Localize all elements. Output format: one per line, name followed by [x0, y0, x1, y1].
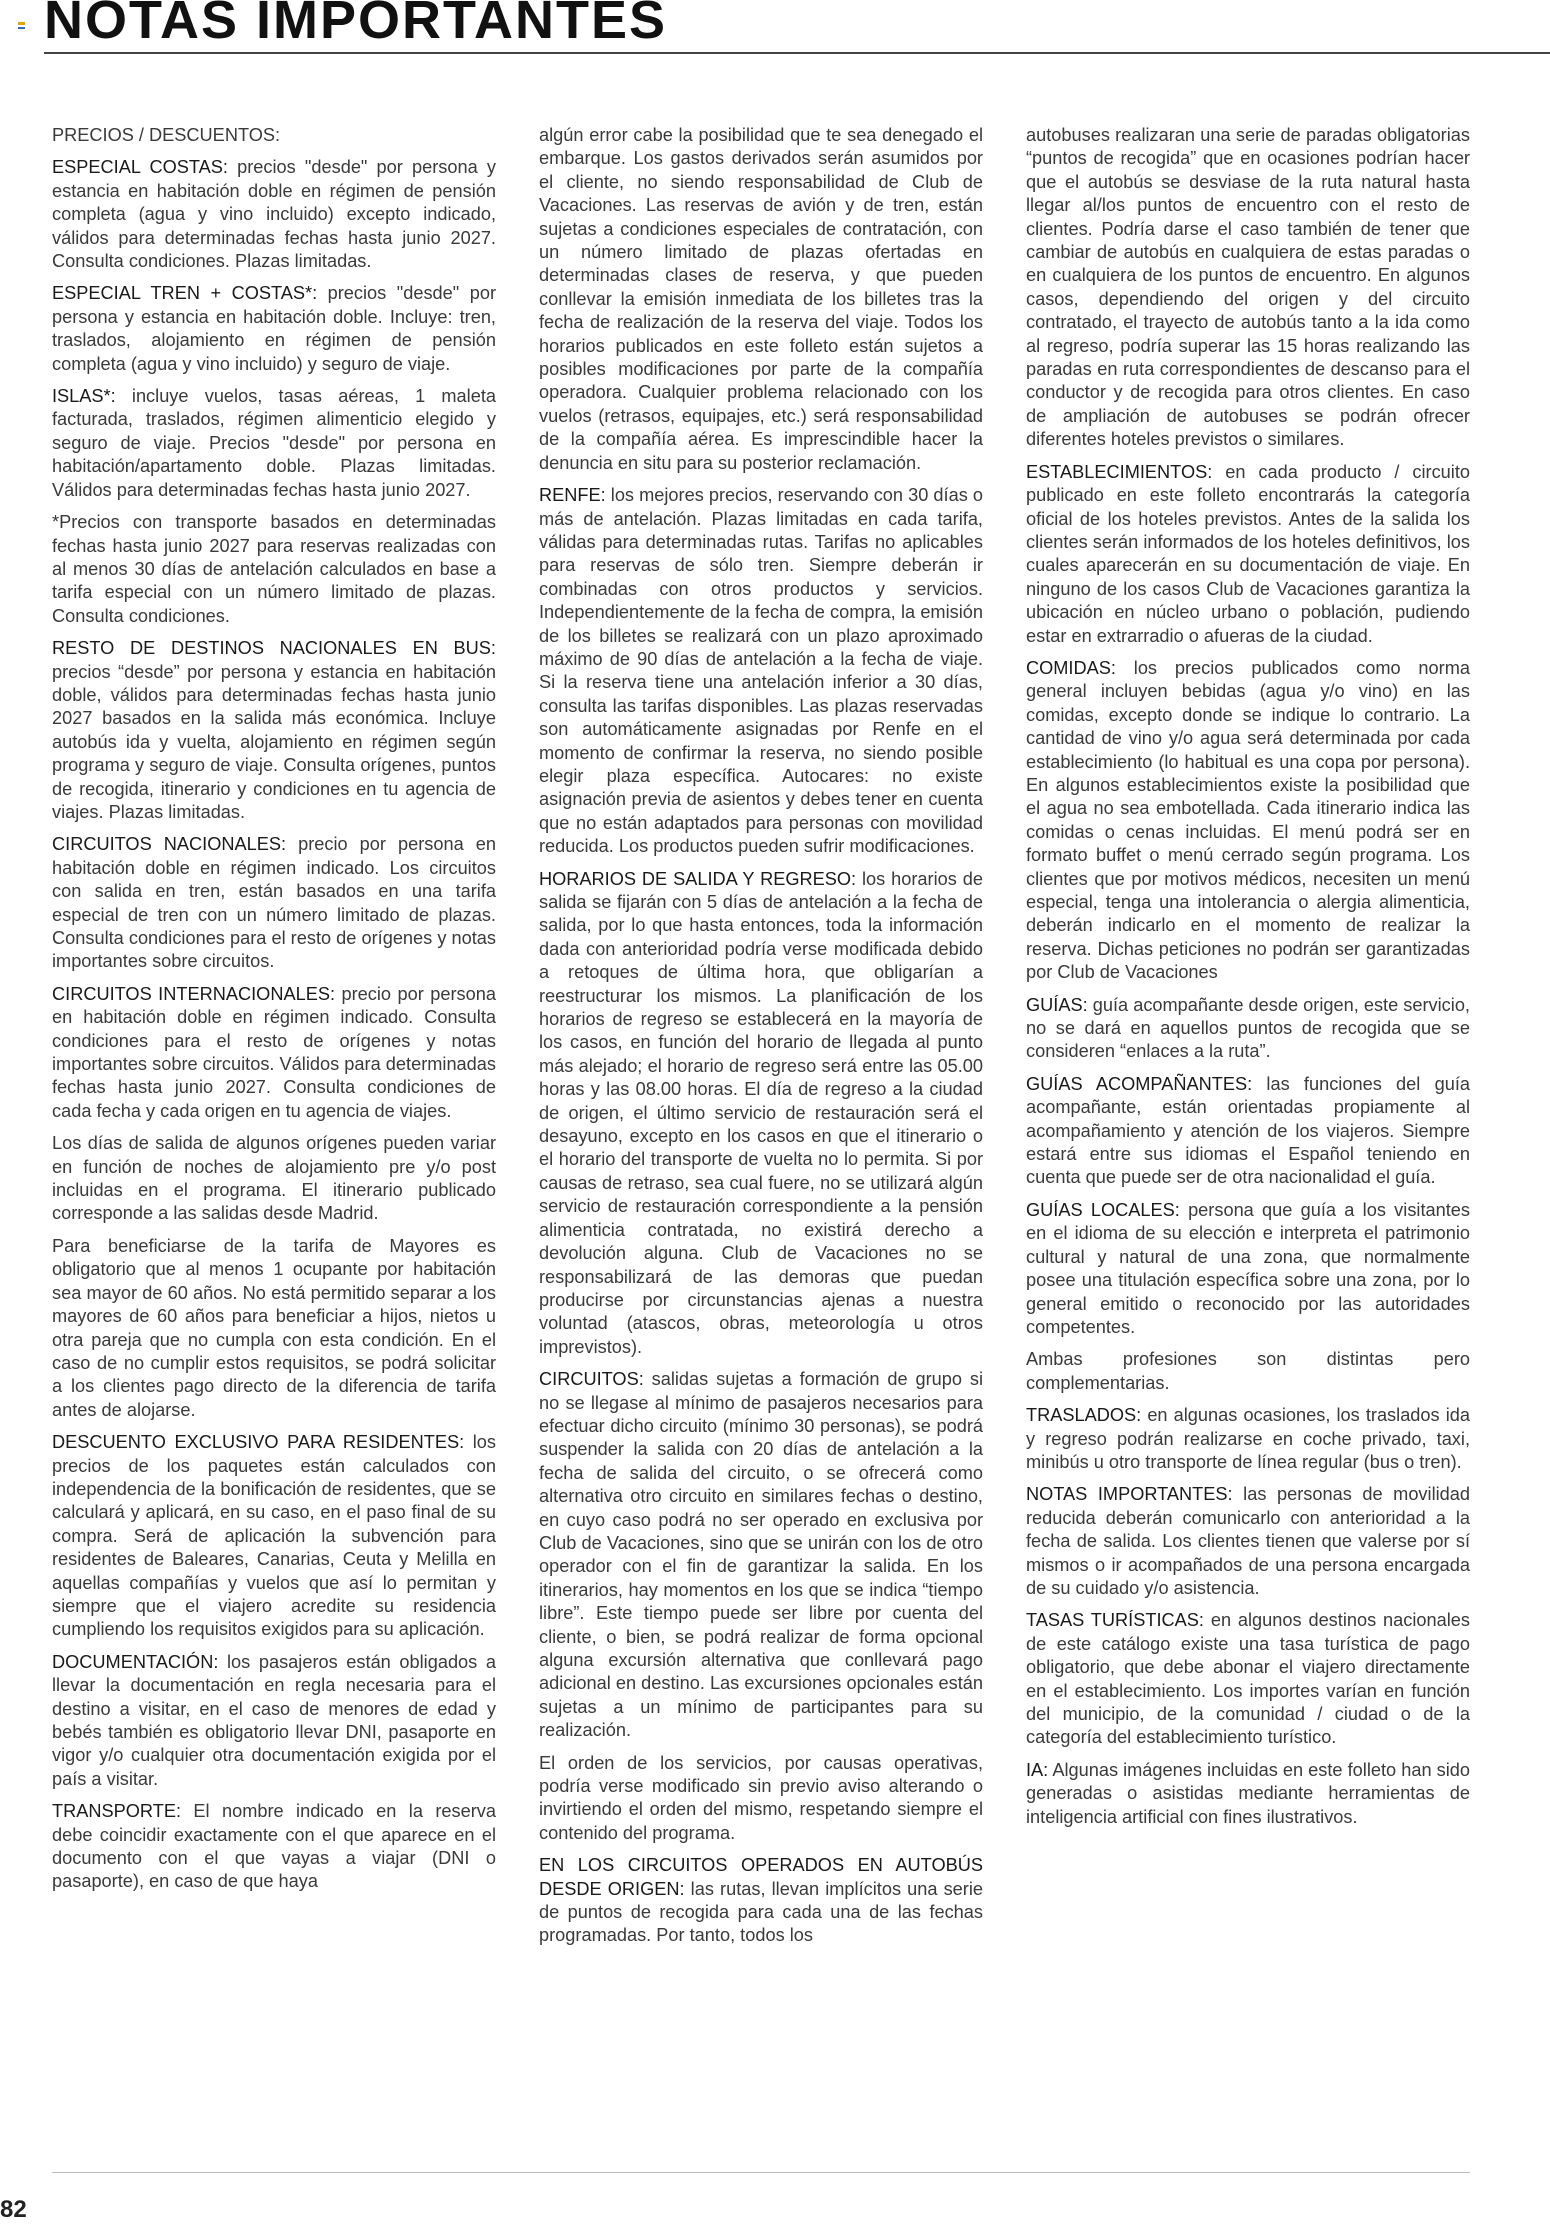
- note-heading: IA:: [1026, 1759, 1049, 1780]
- note-paragraph: [52, 1235, 496, 1422]
- note-text: Algunas imágenes incluidas en este folleto han sido generadas o asistidas mediante herramientas de inteligencia artificial con fines ilustrativos.: [1026, 1759, 1470, 1827]
- note-heading: GUÍAS:: [1026, 994, 1088, 1015]
- note-text: El orden de los servicios, por causas operativas, podría verse modificado sin previo aviso alterando o invirtiendo el orden del mismo, respetando siempre el contenido del programa.: [539, 1752, 983, 1843]
- note-heading: GUÍAS ACOMPAÑANTES:: [1026, 1073, 1253, 1094]
- note-heading: GUÍAS LOCALES:: [1026, 1199, 1180, 1220]
- note-paragraph: [52, 1651, 496, 1791]
- note-text: algún error cabe la posibilidad que te sea denegado el embarque. Los gastos derivados serán asumidos por el cliente, no siendo responsabilidad de Club de Vacaciones. Las reservas de avión y de tren, están sujetas a condiciones especiales de contratación, con un número limitado de plazas ofertadas en determinadas clases de reserva, y que pueden conllevar la emisión inmediata de los billetes tras la fecha de realización de la reserva del viaje. Todos los horarios publicados en este folleto están sujetos a posibles modificaciones por parte de la compañía operadora. Cualquier problema relacionado con los vuelos (retrasos, equipajes, etc.) será responsabilidad de la compañía aérea. Es imprescindible hacer la denuncia en situ para su posterior reclamación.: [539, 125, 983, 473]
- note-heading: COMIDAS:: [1026, 657, 1116, 678]
- note-text: persona que guía a los visitantes en el idioma de su elección e interpreta el patrimonio cultural y natural de una zona, que normalmente posee una titulación específica sobre una zona, por lo general emitido o reconocido por las autoridades competentes.: [1026, 1199, 1470, 1337]
- note-paragraph: [52, 511, 496, 628]
- note-text: las funciones del guía acompañante, están orientadas propiamente al acompañamiento y atención de los viajeros. Siempre estará entre sus idiomas el Español teniendo en cuenta que puede ser de otra nacionalidad el guía.: [1026, 1073, 1470, 1188]
- notes-body: [52, 124, 1470, 2144]
- note-paragraph: [52, 1431, 496, 1642]
- note-heading: TRANSPORTE:: [52, 1801, 182, 1822]
- note-text: salidas sujetas a formación de grupo si no se llegase al mínimo de pasajeros necesarios para efectuar dicho circuito (mínimo 30 personas), se podrá suspender la salida con 20 días de antelación a la fecha de salida del circuito, o se ofrecerá como alternativa otro circuito en similares fechas o destino, en cuyo caso podrá no ser operado en exclusiva por Club de Vacaciones, sino que se unirán con los de otro operador con el fin de garantizar la salida. En los itinerarios, hay momentos en los que se indica “tiempo libre”. Este tiempo puede ser libre por cuenta del cliente, o bien, se podrá realizar de forma opcional alguna excursión alternativa que conllevará pago adicional en destino. Las excursiones opcionales están sujetas a un mínimo de participantes para su realización.: [539, 1369, 983, 1741]
- note-text: las personas de movilidad reducida deberán comunicarlo con anterioridad a la fecha de salida. Los clientes tienen que valerse por sí mismos o ir acompañados de una persona encargada de su cuidado y/o asistencia.: [1026, 1484, 1470, 1598]
- note-text: las rutas, llevan implícitos una serie de puntos de recogida para cada una de las fechas programadas. Por tanto, todos los: [539, 1878, 984, 1946]
- note-paragraph: [539, 1752, 983, 1846]
- note-paragraph: [539, 1854, 983, 1948]
- note-text: El nombre indicado en la reserva debe coincidir exactamente con el que aparece en el documento con el que vayas a viajar (DNI o pasaporte), en caso de que haya: [52, 1801, 496, 1892]
- note-paragraph: [52, 983, 496, 1123]
- note-text: PRECIOS / DESCUENTOS:: [52, 125, 281, 145]
- note-text: *Precios con transporte basados en determinadas fechas hasta junio 2027 para reservas realizadas con al menos 30 días de antelación calculados en base a tarifa especial con un número limitado de plazas. Consulta condiciones.: [52, 512, 496, 626]
- note-text: Los días de salida de algunos orígenes pueden variar en función de noches de alojamiento pre y/o post incluidas en el programa. El itinerario publicado corresponde a las salidas desde Madrid.: [52, 1133, 496, 1224]
- note-heading: TRASLADOS:: [1026, 1405, 1142, 1426]
- note-heading: DESCUENTO EXCLUSIVO PARA RESIDENTES:: [52, 1432, 465, 1453]
- note-paragraph: [1026, 657, 1470, 985]
- text-column-1: [52, 124, 496, 2144]
- note-paragraph: [1026, 1348, 1470, 1395]
- note-text: los precios de los paquetes están calculados con independencia de la bonificación de residentes, que se calculará y aplicará, en su caso, en el paso final de su compra. Será de aplicación la subvención para residentes de Baleares, Canarias, Ceuta y Melilla en aquellas compañías y vuelos que así lo permitan y siempre que el viajero acredite su residencia cumpliendo los requisitos exigidos para su aplicación.: [52, 1432, 496, 1640]
- note-paragraph: [539, 124, 983, 475]
- note-text: incluye vuelos, tasas aéreas, 1 maleta facturada, traslados, régimen alimenticio elegido y seguro de viaje. Precios "desde" por persona en habitación/apartamento doble. Plazas limitadas. Válidos para determinadas fechas hasta junio 2027.: [52, 386, 496, 500]
- section-marker-stripe: [18, 27, 25, 29]
- note-paragraph: [539, 1368, 983, 1743]
- note-text: guía acompañante desde origen, este servicio, no se dará en aquellos puntos de recogida que se consideren “enlaces a la ruta”.: [1026, 994, 1470, 1062]
- note-text: precios "desde" por persona y estancia en habitación doble en régimen de pensión completa (agua y vino incluido) excepto indicado, válidos para determinadas fechas hasta junio 2027. Consulta condiciones. Plazas limitadas.: [52, 157, 497, 272]
- note-paragraph: [1026, 461, 1470, 648]
- note-paragraph: [52, 1800, 496, 1894]
- note-text: los mejores precios, reservando con 30 días o más de antelación. Plazas limitadas en cada tarifa, válidas para determinadas rutas. Tarifas no aplicables para reservas de sólo tren. Siempre deberán ir combinadas con otros productos y servicios. Independientemente de la fecha de compra, la emisión de los billetes se realizará con un plazo aproximado máximo de 90 días de antelación a la fecha de viaje. Si la reserva tiene una antelación inferior a 30 días, consulta las tarifas disponibles. Las plazas reservadas son automáticamente asignadas por Renfe en el momento de confirmar la reserva, no siendo posible elegir plaza específica. Autocares: no existe asignación previa de asientos y debes tener en cuenta que no están adaptados para personas con movilidad reducida. Los productos pueden sufrir modificaciones.: [539, 485, 983, 857]
- note-paragraph: [1026, 1483, 1470, 1600]
- note-heading: ISLAS*:: [52, 386, 116, 407]
- page-number: 82: [0, 2196, 27, 2223]
- note-text: Para beneficiarse de la tarifa de Mayores es obligatorio que al menos 1 ocupante por habitación sea mayor de 60 años. No está permitido separar a los mayores de 60 años para beneficiar a hijos, nietos u otra pareja que no cumpla con esta condición. En el caso de no cumplir estos requisitos, se podrá solicitar a los clientes pago directo de la diferencia de tarifa antes de alojarse.: [52, 1235, 496, 1420]
- header-divider: [44, 52, 1550, 54]
- note-paragraph: [539, 868, 983, 1360]
- note-paragraph: [1026, 1073, 1470, 1190]
- page-title: NOTAS IMPORTANTES: [44, 0, 667, 50]
- note-text: en algunos destinos nacionales de este catálogo existe una tasa turística de pago obligatorio, que debe abonar el viajero directamente en el establecimiento. Los importes varían en función del municipio, de la comunidad / ciudad o de la categoría del establecimiento turístico.: [1026, 1610, 1470, 1748]
- note-heading: CIRCUITOS INTERNACIONALES:: [52, 983, 336, 1004]
- note-heading: ESPECIAL TREN + COSTAS*:: [52, 283, 318, 304]
- note-paragraph: [52, 1132, 496, 1226]
- note-paragraph: [1026, 1609, 1470, 1749]
- note-heading: TASAS TURÍSTICAS:: [1026, 1610, 1204, 1631]
- note-heading: ESPECIAL COSTAS:: [52, 157, 228, 178]
- note-heading: NOTAS IMPORTANTES:: [1026, 1484, 1233, 1505]
- note-text: los precios publicados como norma general incluyen bebidas (agua y/o vino) en las comidas, excepto donde se indique lo contrario. La cantidad de vino y/o agua será determinada por cada establecimiento (lo habitual es una copa por persona). En algunos establecimientos existe la posibilidad que el agua no sea embotellada. Cada itinerario indica las comidas o cenas incluidas. El menú podrá ser en formato buffet o menú cerrado según programa. Los clientes que por motivos médicos, necesiten un menú especial, tenga una intolerancia o alergia alimenticia, deberán indicarlo en el momento de realizar la reserva. Dichas peticiones no podrán ser garantizadas por Club de Vacaciones: [1026, 657, 1470, 983]
- note-paragraph: [52, 156, 496, 273]
- note-text: precio por persona en habitación doble en régimen indicado. Consulta condiciones para el resto de orígenes y notas importantes sobre circuitos. Válidos para determinadas fechas hasta junio 2027. Consulta condiciones de cada fecha y cada origen en tu agencia de viajes.: [52, 983, 496, 1121]
- note-paragraph: [52, 282, 496, 376]
- text-column-2: [539, 124, 983, 2144]
- note-heading: RENFE:: [539, 485, 606, 506]
- note-text: los pasajeros están obligados a llevar la documentación en regla necesaria para el destino a visitar, en el caso de menores de edad y bebés también es obligatorio llevar DNI, pasaporte en vigor y/o cualquier otra documentación exigida por el país a visitar.: [52, 1651, 496, 1789]
- note-paragraph: [52, 637, 496, 824]
- note-paragraph: [52, 124, 496, 147]
- note-paragraph: [539, 484, 983, 859]
- note-heading: DOCUMENTACIÓN:: [52, 1651, 219, 1672]
- section-marker-icon: [18, 22, 25, 25]
- note-paragraph: [1026, 1404, 1470, 1474]
- note-text: Ambas profesiones son distintas pero complementarias.: [1026, 1349, 1470, 1393]
- note-text: precios “desde” por persona y estancia en habitación doble, válidos para determinadas fechas hasta junio 2027 basados en la salida más económica. Incluye autobús ida y vuelta, alojamiento en régimen según programa y seguro de viaje. Consulta orígenes, puntos de recogida, itinerario y condiciones en tu agencia de viajes. Plazas limitadas.: [52, 661, 496, 822]
- note-paragraph: [52, 385, 496, 502]
- note-text: autobuses realizaran una serie de paradas obligatorias “puntos de recogida” que en ocasiones podrían hacer que el autobús se desviase de la ruta natural hasta llegar al/los puntos de encuentro con el resto de clientes. Podría darse el caso también de tener que cambiar de autobús en cualquiera de estas paradas o en cualquiera de los puntos de encuentro. En algunos casos, dependiendo del origen y del circuito contratado, el trayecto de autobús tanto a la ida como al regreso, podría superar las 15 horas realizando las paradas en ruta correspondientes de descanso para el conductor y de recogida para otros clientes. En caso de ampliación de autobuses se podrán ofrecer diferentes hoteles previstos o similares.: [1026, 125, 1470, 450]
- note-paragraph: [1026, 1199, 1470, 1339]
- note-text: precios "desde" por persona y estancia en habitación doble. Incluye: tren, traslados, alojamiento en régimen de pensión completa (agua y vino incluido) y seguro de viaje.: [52, 283, 497, 374]
- text-column-3: [1026, 124, 1470, 2144]
- note-heading: CIRCUITOS:: [539, 1369, 644, 1390]
- note-paragraph: [1026, 1759, 1470, 1829]
- note-paragraph: [52, 833, 496, 973]
- note-paragraph: [1026, 994, 1470, 1064]
- note-text: los horarios de salida se fijarán con 5 días de antelación a la fecha de salida, por lo que hasta entonces, toda la información dada con anterioridad podría verse modificada debido a retoques de última hora, que obligarían a reestructurar los mismos. La planificación de los horarios de regreso se establecerá en la mayoría de los casos, en función del horario de llegada al punto más alejado; el horario de regreso será entre las 05.00 horas y las 08.00 horas. El día de regreso a la ciudad de origen, el último servicio de restauración será el desayuno, excepto en los casos en que el itinerario o el horario del transporte de vuelta no lo permita. Si por causas de retraso, sea cual fuere, no se utilizará algún servicio de restauración correspondiente a la pensión alimenticia contratada, no existirá derecho a devolución alguna. Club de Vacaciones no se responsabilizará de las demoras que puedan producirse por circunstancias ajenas a nuestra voluntad (atascos, obras, meteorología u otros imprevistos).: [539, 868, 983, 1357]
- footer-divider: [52, 2172, 1470, 2173]
- note-paragraph: [1026, 124, 1470, 452]
- note-text: precio por persona en habitación doble en régimen indicado. Los circuitos con salida en tren, están basados en una tarifa especial de tren con un número limitado de plazas. Consulta condiciones para el resto de orígenes y notas importantes sobre circuitos.: [52, 834, 496, 972]
- note-heading: CIRCUITOS NACIONALES:: [52, 834, 287, 855]
- note-text: en cada producto / circuito publicado en este folleto encontrarás la categoría oficial de los hoteles previstos. Antes de la salida los clientes serán informados de los hoteles definitivos, los cuales aparecerán en su documentación de viaje. En ninguno de los casos Club de Vacaciones garantiza la ubicación en núcleo urbano o población, pudiendo estar en extrarradio o afueras de la ciudad.: [1026, 461, 1470, 646]
- note-heading: EN LOS CIRCUITOS OPERADOS EN AUTOBÚS DESDE ORIGEN:: [539, 1855, 983, 1899]
- note-text: en algunas ocasiones, los traslados ida y regreso podrán realizarse en coche privado, taxi, minibús u otro transporte de línea regular (bus o tren).: [1026, 1405, 1470, 1472]
- note-heading: ESTABLECIMIENTOS:: [1026, 461, 1213, 482]
- note-heading: RESTO DE DESTINOS NACIONALES EN BUS:: [52, 638, 496, 659]
- note-heading: HORARIOS DE SALIDA Y REGRESO:: [539, 868, 857, 889]
